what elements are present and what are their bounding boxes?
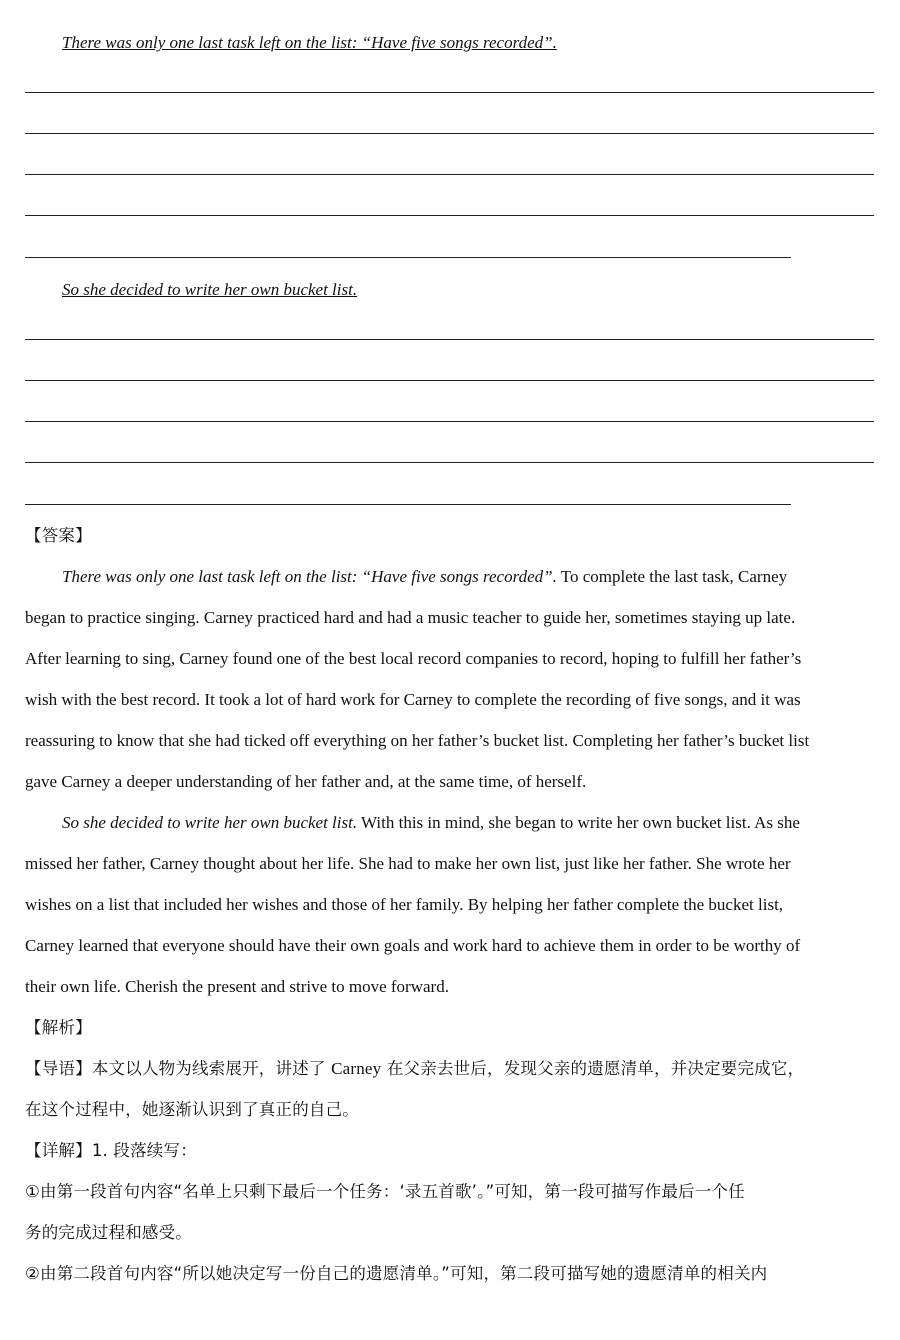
answer-paragraph-2-line: wishes on a list that included her wishes and those of her family. By helping her father complete the bucket list,	[25, 895, 784, 914]
answer-paragraph-1-text: To complete the last task, Carney	[556, 567, 788, 586]
answer-paragraph-1-lead: There was only one last task left on the list: “Have five songs recorded”.	[62, 567, 557, 586]
answer-paragraph-1-line: After learning to sing, Carney found one of the best local record companies to record, hoping to fulfill her father’s	[25, 649, 802, 668]
detail-item-1-line: 务的完成过程和感受。	[25, 1223, 192, 1242]
analysis-header: 【解析】	[25, 1018, 92, 1037]
writing-line	[25, 339, 874, 340]
writing-prompt-2: So she decided to write her own bucket list.	[62, 280, 358, 299]
detail-label: 【详解】	[25, 1141, 92, 1160]
writing-line	[25, 133, 874, 134]
guide-line	[25, 1059, 877, 1079]
answer-paragraph-2-lead: So she decided to write her own bucket list.	[62, 813, 358, 832]
detail-line	[25, 1141, 877, 1161]
detail-item-1-line: ①由第一段首句内容“名单上只剩下最后一个任务：‘录五首歌’。”可知，第一段可描写作最后一个任	[25, 1182, 745, 1201]
writing-line	[25, 92, 874, 93]
writing-line	[25, 380, 874, 381]
writing-line	[25, 174, 874, 175]
answer-paragraph-1-line: began to practice singing. Carney practiced hard and had a music teacher to guide her, sometimes staying up late.	[25, 608, 796, 627]
guide-line: 在这个过程中，她逐渐认识到了真正的自己。	[25, 1100, 359, 1119]
writing-line	[25, 421, 874, 422]
answer-paragraph-2-line: missed her father, Carney thought about her life. She had to make her own list, just like her father. She wrote her	[25, 854, 791, 873]
guide-label: 【导语】	[25, 1059, 92, 1078]
answer-paragraph-2-line	[62, 813, 877, 833]
detail-title: 1. 段落续写：	[91, 1141, 197, 1160]
guide-text: 本文以人物为线索展开，讲述了	[91, 1059, 332, 1078]
answer-paragraph-1-line	[62, 567, 877, 587]
guide-text: 在父亲去世后，发现父亲的遗愿清单，并决定要完成它，	[381, 1059, 805, 1078]
answer-paragraph-1-line: reassuring to know that she had ticked off everything on her father’s bucket list. Completing her father’s bucket list	[25, 731, 810, 750]
writing-line	[25, 257, 791, 258]
answer-paragraph-1-line: wish with the best record. It took a lot of hard work for Carney to complete the recording of five songs, and it was	[25, 690, 801, 709]
answer-header: 【答案】	[25, 526, 92, 545]
writing-line	[25, 504, 791, 505]
guide-name: Carney	[331, 1059, 382, 1078]
answer-paragraph-1-line: gave Carney a deeper understanding of her father and, at the same time, of herself.	[25, 772, 587, 791]
answer-paragraph-2-line: Carney learned that everyone should have their own goals and work hard to achieve them in order to be worthy of	[25, 936, 801, 955]
writing-line	[25, 462, 874, 463]
answer-paragraph-2-line: their own life. Cherish the present and strive to move forward.	[25, 977, 449, 996]
writing-line	[25, 215, 874, 216]
detail-item-2-line: ②由第二段首句内容“所以她决定写一份自己的遗愿清单。”可知，第二段可描写她的遗愿清单的相关内	[25, 1264, 768, 1283]
answer-paragraph-2-text: With this in mind, she began to write her own bucket list. As she	[357, 813, 800, 832]
writing-prompt-1: There was only one last task left on the list: “Have five songs recorded”.	[62, 33, 557, 52]
